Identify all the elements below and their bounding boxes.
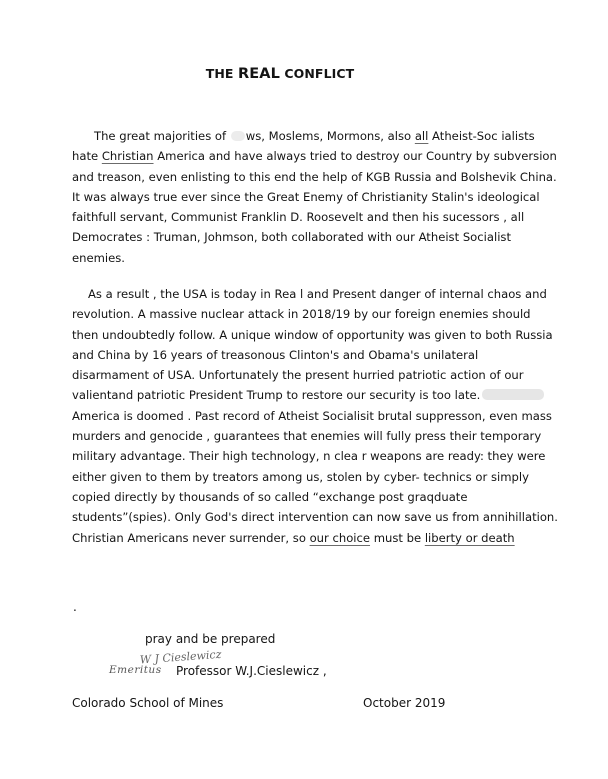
paragraph-1 xyxy=(72,126,558,268)
p1-text-b: ws, Moslems, Mormons, also xyxy=(245,129,415,143)
document-date: October 2019 xyxy=(363,696,446,710)
author-name: Professor W.J.Cieslewicz , xyxy=(176,664,327,678)
p2-text-a: As a result , the USA is today in Rea l and Present danger of internal chaos and revolution. A massive nuclear attack in 2018/19 by our foreign enemies should then undoubtedly follow. A unique window of opportunity was given to both Russia and China by 16 years of treasonous Clinton's and Obama's unilateral disarmament of USA. Unfortunately the present hurried patriotic action of our valientand patriotic President Trump to restore our security is too late. xyxy=(72,287,553,403)
paragraph-2 xyxy=(72,284,558,548)
redaction-smudge-2 xyxy=(482,389,544,400)
handwritten-signature: W J Cieslewicz xyxy=(139,647,222,667)
p1-text-a: The great majorities of xyxy=(94,129,230,143)
affiliation: Colorado School of Mines xyxy=(72,696,224,710)
stray-dot: . xyxy=(73,600,77,614)
underlined-our-choice: our choice xyxy=(309,530,371,545)
title-suffix: CONFLICT xyxy=(284,66,355,81)
closing-line: pray and be prepared xyxy=(145,632,276,646)
underlined-all: all xyxy=(414,129,429,143)
p1-text-c: Atheist-Soc ialists hate xyxy=(72,129,535,164)
underlined-christian: Christian xyxy=(101,149,154,164)
signature-prefix: Emeritus xyxy=(109,664,162,676)
p2-text-b: America is doomed . Past record of Atheist Socialisit brutal suppresson, even mass murders and genocide , guarantees that enemies will fully press their temporary military advantage. Their high technology, n clea r weapons are ready: they were either given to them by treators among us, stolen by cyber- technics or simply copied directly by thousands of so called “exchange post graqduate students”(spies). Only God's direct intervention can now save us from annihillation. Christian Americans never surrender, so xyxy=(72,408,558,545)
title-emphasis: REAL xyxy=(237,66,280,82)
title-prefix: THE xyxy=(205,66,234,81)
document-title xyxy=(0,66,560,82)
p1-text-d: America and have always tried to destroy our Country by subversion and treason, even enlisting to this end the help of KGB Russia and Bolshevik China. It was always true ever since the Great Enemy of Christianity Stalin's ideological faithfull servant, Communist Franklin D. Roosevelt and then his sucessors , all Democrates : Truman, Johmson, both collaborated with our Atheist Socialist enemies. xyxy=(72,149,557,265)
p2-text-c: must be xyxy=(370,530,425,545)
redaction-smudge xyxy=(231,131,245,141)
underlined-liberty-or-death: liberty or death xyxy=(424,530,515,545)
